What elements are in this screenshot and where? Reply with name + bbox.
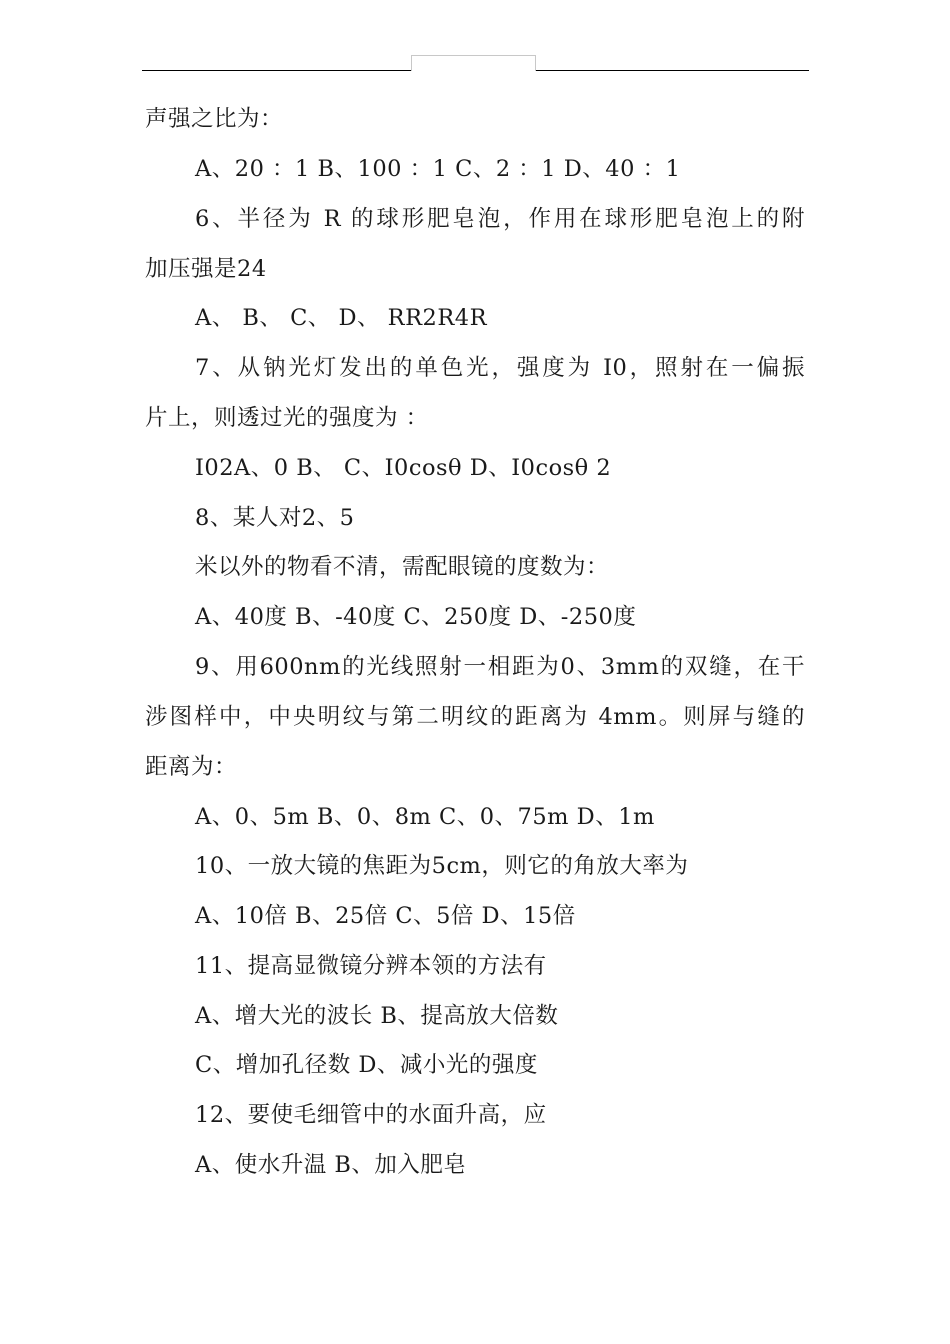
text-line: A、 B、 C、 D、 RR2R4R xyxy=(195,305,488,331)
text-line: 11、提高显微镜分辨本领的方法有 xyxy=(195,953,547,979)
text-line: I02A、0 B、 C、I0cosθ D、I0cosθ 2 xyxy=(195,455,612,481)
text-line: 片上，则透过光的强度为 ： xyxy=(145,405,429,431)
text-line: A、0、5m B、0、8m C、0、75m D、1m xyxy=(195,804,655,830)
text-line: 涉图样中，中央明纹与第二明纹的距离为 4mm。则屏与缝的 xyxy=(145,704,805,730)
text-line: 加压强是24 xyxy=(145,256,267,282)
text-line: 距离为： xyxy=(145,754,238,780)
text-line: A、40度 B、-40度 C、250度 D、-250度 xyxy=(195,604,637,630)
text-line: A、20 ：1 B、100 ：1 C、2 ：1 D、40 ：1 xyxy=(195,156,681,182)
text-line: 声强之比为： xyxy=(145,106,284,132)
text-line: A、使水升温 B、加入肥皂 xyxy=(195,1152,467,1178)
text-line: A、10倍 B、25倍 C、5倍 D、15倍 xyxy=(195,903,576,929)
text-line: 米以外的物看不清，需配眼镜的度数为： xyxy=(195,554,610,580)
text-line: 9、用600nm的光线照射一相距为0、3mm的双缝，在干 xyxy=(195,654,805,680)
text-line: 8、某人对2、5 xyxy=(195,505,355,531)
text-line: 7、从钠光灯发出的单色光，强度为 I0，照射在一偏振 xyxy=(195,355,805,381)
text-line: A、增大光的波长 B、提高放大倍数 xyxy=(195,1003,559,1029)
text-line: 12、要使毛细管中的水面升高，应 xyxy=(195,1102,547,1128)
header-tab xyxy=(411,55,536,71)
text-line: 6、半径为 R 的球形肥皂泡，作用在球形肥皂泡上的附 xyxy=(195,206,805,232)
text-line: C、增加孔径数 D、减小光的强度 xyxy=(195,1052,538,1078)
text-line: 10、一放大镜的焦距为5cm，则它的角放大率为 xyxy=(195,853,689,879)
